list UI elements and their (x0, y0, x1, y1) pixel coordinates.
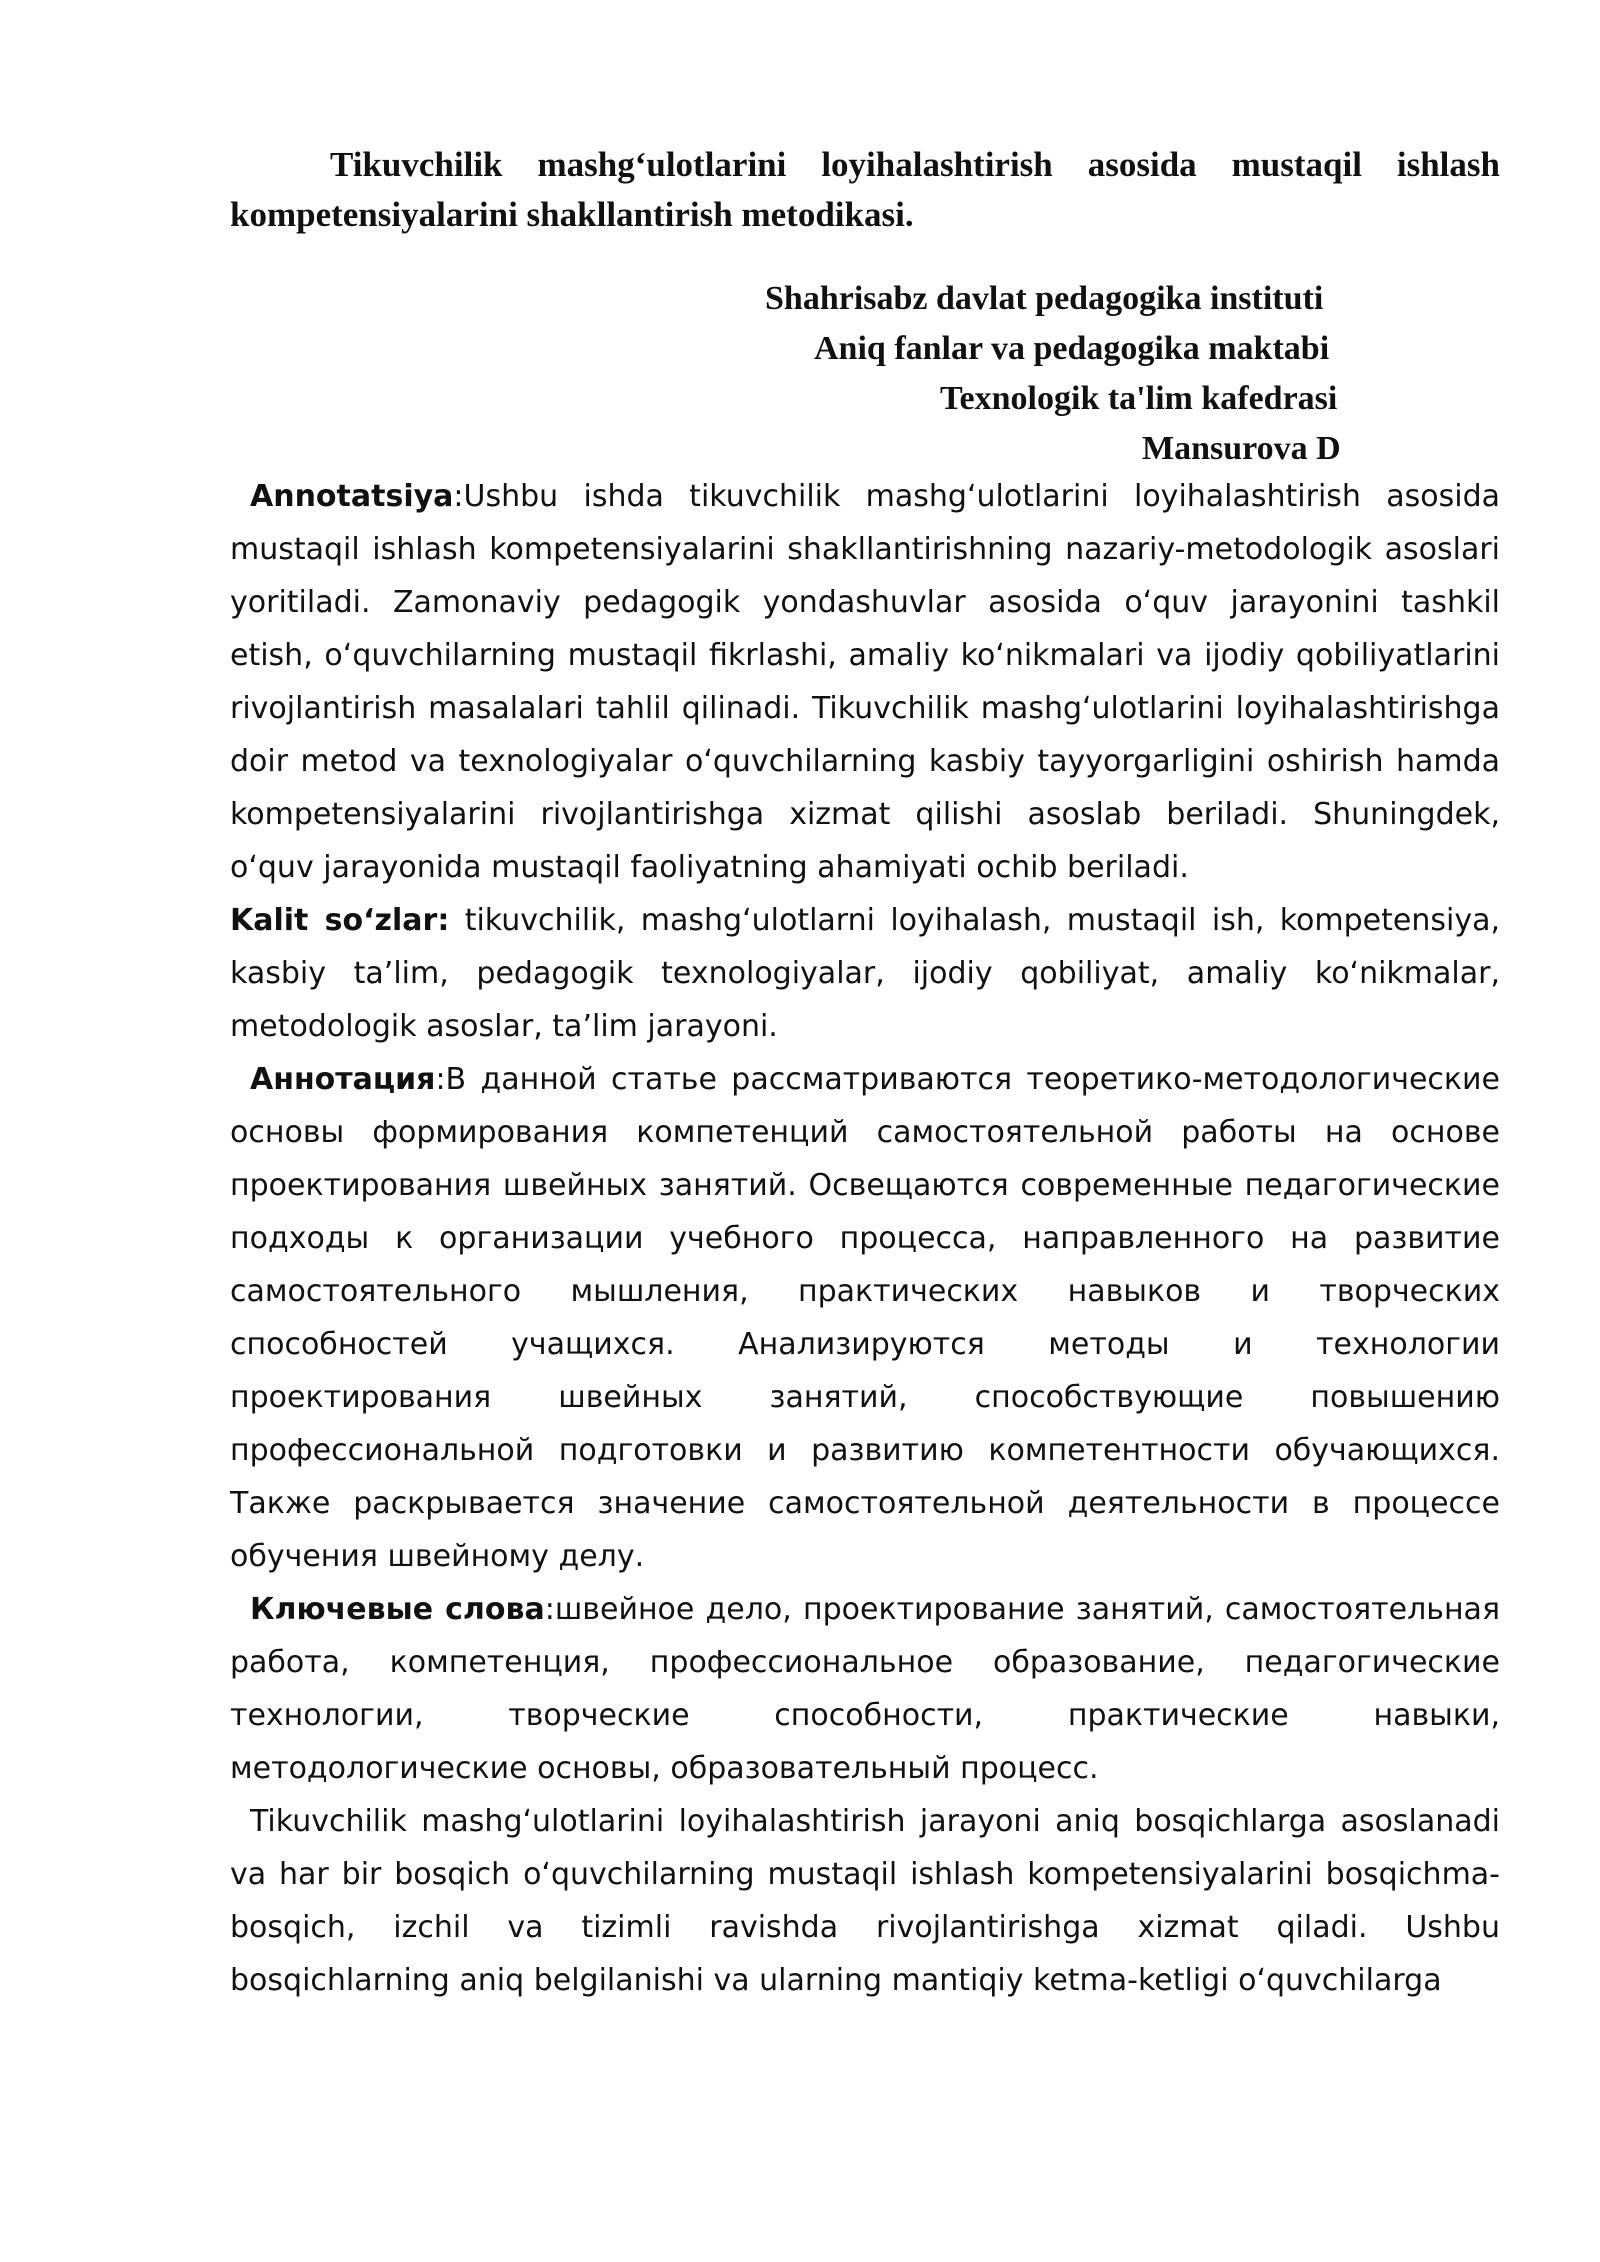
department-name: Texnologik ta'lim kafedrasi (940, 380, 1338, 417)
annotation-ru-label: Аннотация (250, 1062, 436, 1097)
keywords-ru-label: Ключевые слова (250, 1592, 545, 1627)
annotation-uz-label: Annotatsiya (250, 479, 454, 514)
annotation-ru-text: :В данной статье рассматриваются теоретико-методологические основы формирования компетенций самостоятельной работы на основе проектирования швейных занятий. Освещаются современные педагогические подходы к организации учебного процесса, направленного на развитие самостоятельного мышления, практических навыков и творческих способностей учащихся. Анализируются методы и технологии проектирования швейных занятий, способствующие повышению профессиональной подготовки и развитию компетентности обучающихся. Также раскрывается значение самостоятельной деятельности в процессе обучения швейному делу. (230, 1062, 1500, 1574)
institute-name: Shahrisabz davlat pedagogika instituti (765, 280, 1324, 317)
school-name: Aniq fanlar va pedagogika maktabi (814, 330, 1330, 367)
document-page (230, 140, 1500, 2007)
keywords-uz-label: Kalit so‘zlar: (230, 903, 450, 938)
annotation-uz (230, 470, 1500, 894)
keywords-ru (230, 1583, 1500, 1795)
keywords-uz (230, 894, 1500, 1053)
intro-paragraph: Tikuvchilik mashg‘ulotlarini loyihalashtirish jarayoni aniq bosqichlarga asoslanadi va har bir bosqich o‘quvchilarning mustaqil ishlash kompetensiyalarini bosqichma-bosqich, izchil va tizimli ravishda rivojlantirishga xizmat qiladi. Ushbu bosqichlarning aniq belgilanishi va ularning mantiqiy ketma-ketligi o‘quvchilarga (230, 1804, 1500, 1998)
keywords-uz-text: tikuvchilik, mashg‘ulotlarni loyihalash, mustaqil ish, kompetensiya, kasbiy ta’lim, pedagogik texnologiyalar, ijodiy qobiliyat, amaliy ko‘nikmalar, metodologik asoslar, ta’lim jarayoni. (230, 903, 1500, 1044)
author-affiliation-block (230, 274, 1500, 474)
author-name: Mansurova D (1142, 430, 1341, 467)
keywords-ru-text: :швейное дело, проектирование занятий, самостоятельная работа, компетенция, профессиональное образование, педагогические технологии, творческие способности, практические навыки, методологические основы, образовательный процесс. (230, 1592, 1500, 1786)
paper-title: Tikuvchilik mashg‘ulotlarini loyihalashtirish asosida mustaqil ishlash kompetensiyalarini shakllantirish metodikasi. (230, 145, 1500, 234)
annotation-ru (230, 1053, 1500, 1583)
annotation-uz-text: :Ushbu ishda tikuvchilik mashg‘ulotlarini loyihalashtirish asosida mustaqil ishlash kompetensiyalarini shakllantirishning nazariy-metodologik asoslari yoritiladi. Zamonaviy pedagogik yondashuvlar asosida o‘quv jarayonini tashkil etish, o‘quvchilarning mustaqil fikrlashi, amaliy ko‘nikmalari va ijodiy qobiliyatlarini rivojlantirish masalalari tahlil qilinadi. Tikuvchilik mashg‘ulotlarini loyihalashtirishga doir metod va texnologiyalar o‘quvchilarning kasbiy tayyorgarligini oshirish hamda kompetensiyalarini rivojlantirishga xizmat qilishi asoslab beriladi. Shuningdek, o‘quv jarayonida mustaqil faoliyatning ahamiyati ochib beriladi. (230, 479, 1500, 885)
